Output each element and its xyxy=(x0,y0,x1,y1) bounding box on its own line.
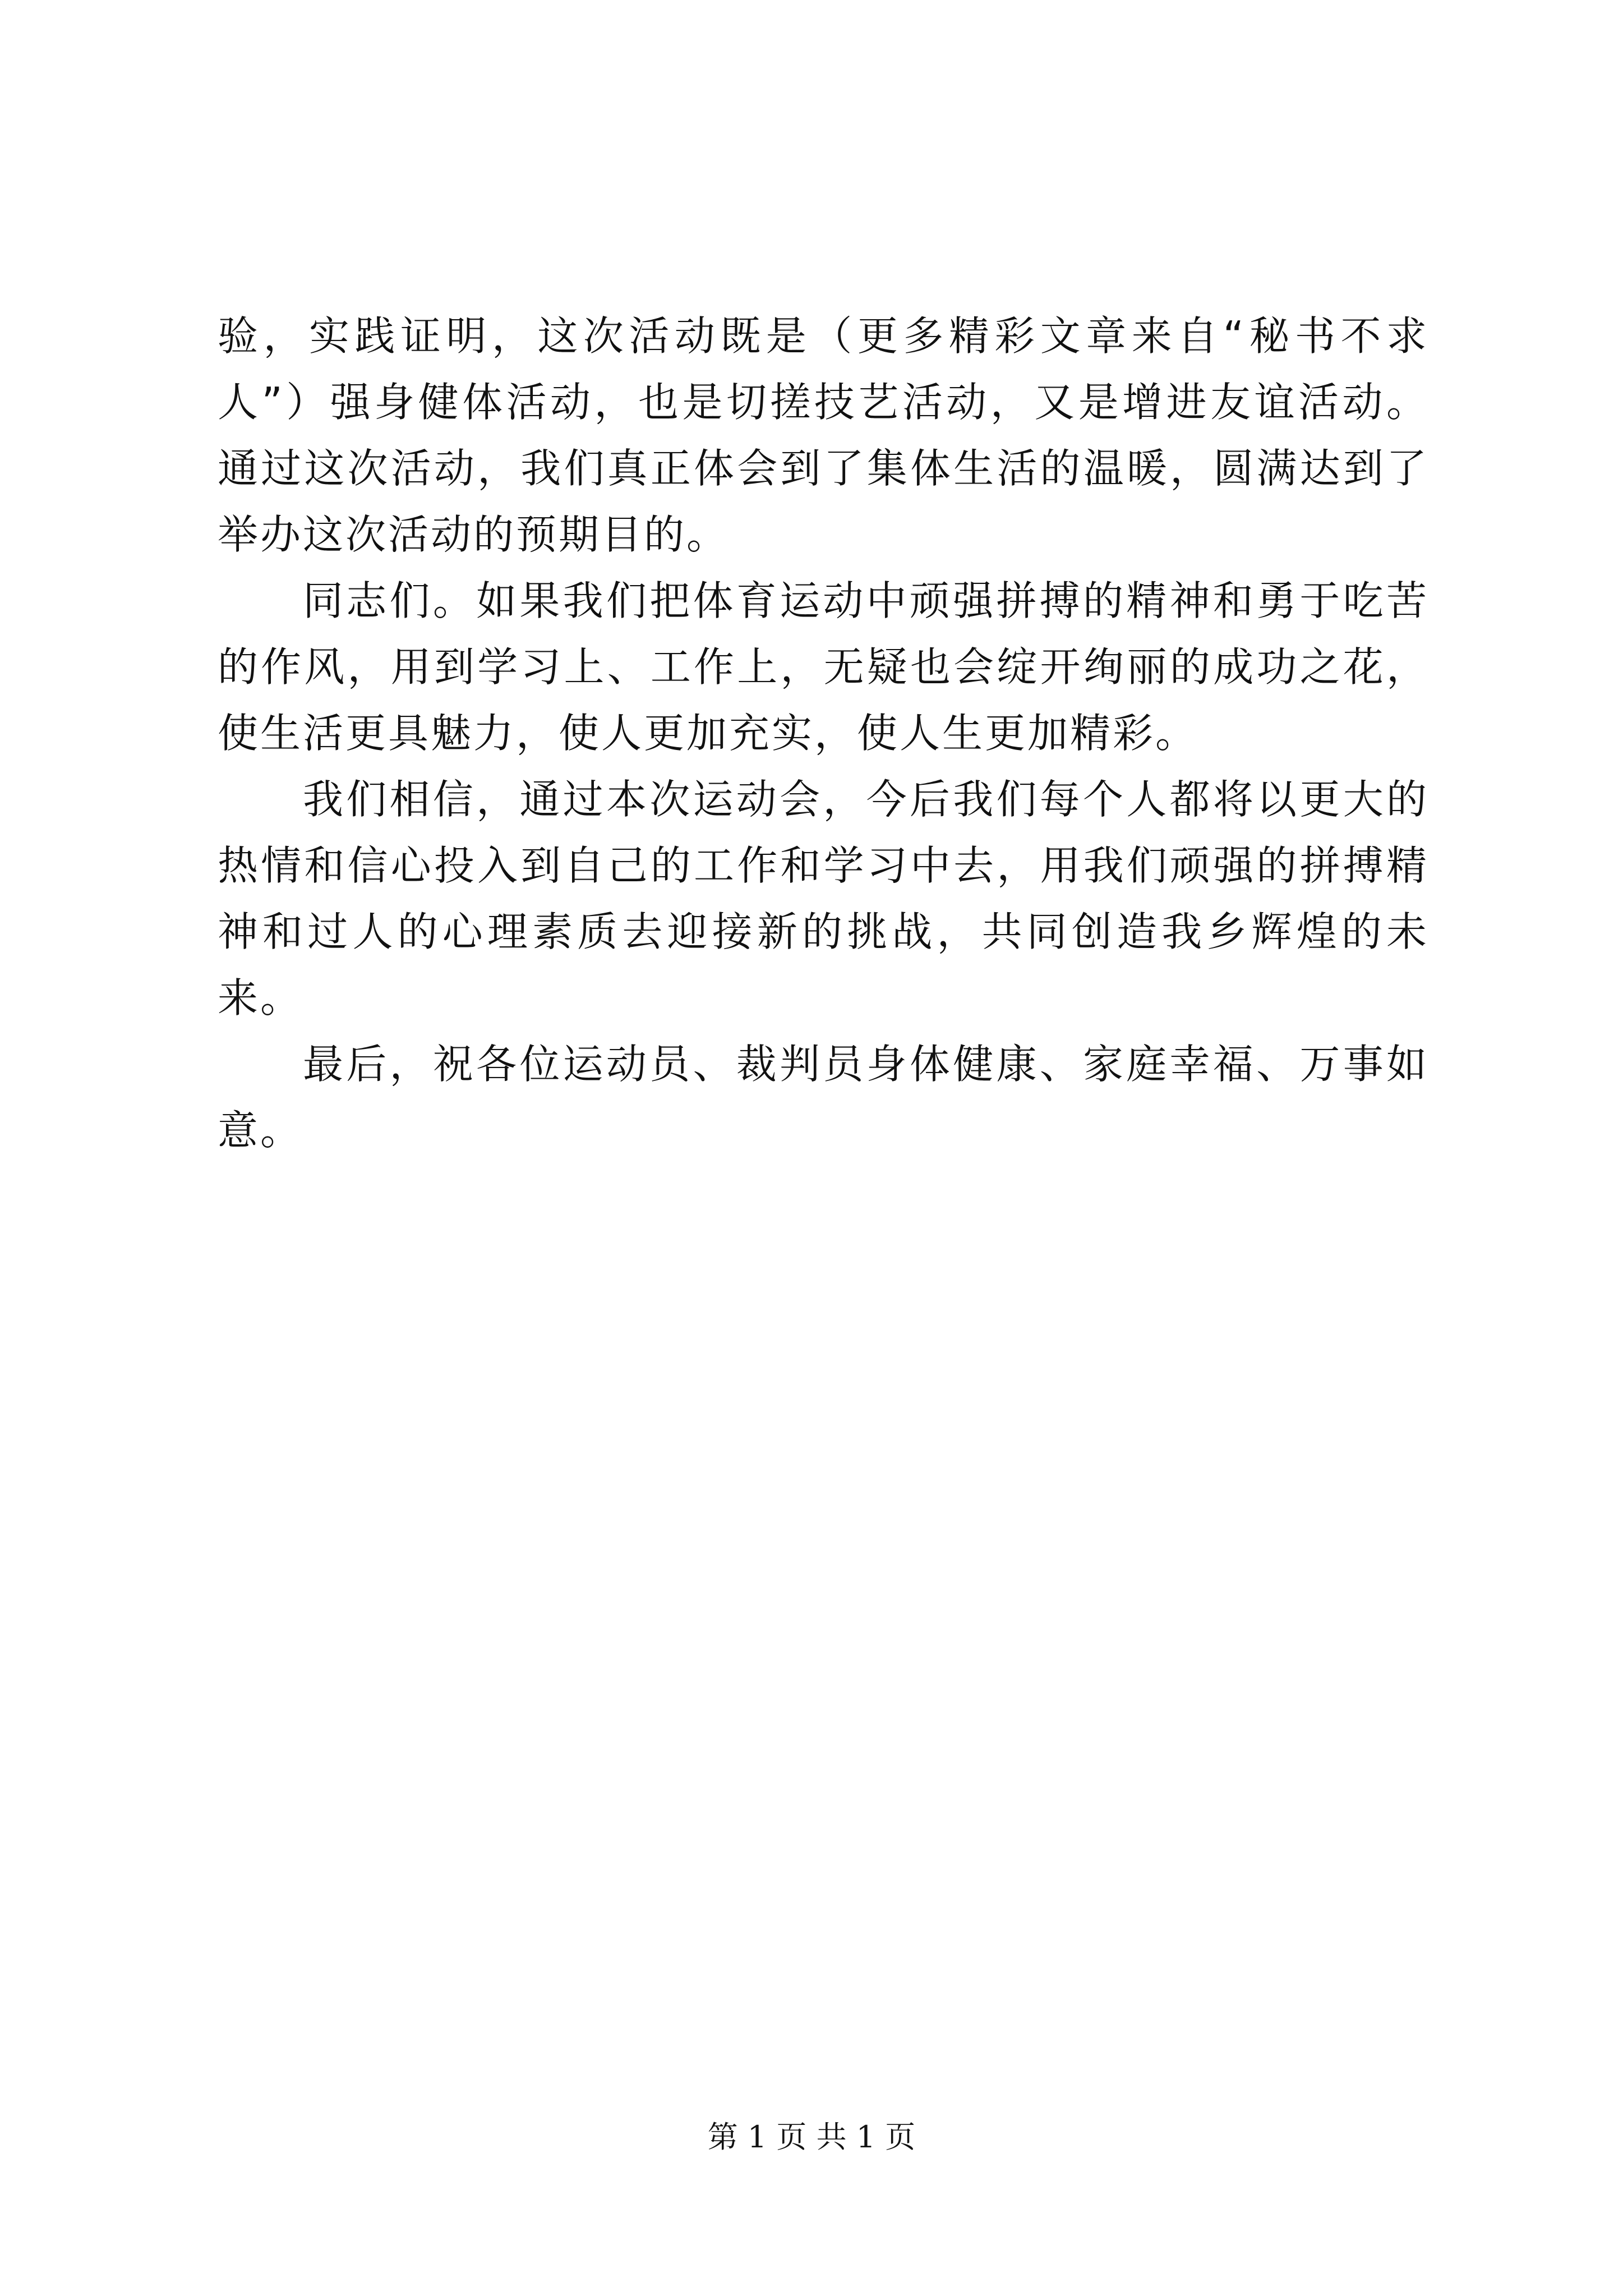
paragraph-3: 我们相信，通过本次运动会，今后我们每个人都将以更大的热情和信心投入到自己的工作和学习中去，用我们顽强的拼搏精神和过人的心理素质去迎接新的挑战，共同创造我乡辉煌的未来。 xyxy=(218,776,1429,1022)
page-number-label: 第 1 页 共 1 页 xyxy=(707,2119,916,2155)
paragraph-4: 最后，祝各位运动员、裁判员身体健康、家庭幸福、万事如意。 xyxy=(218,1041,1429,1154)
document-body xyxy=(218,303,1429,1163)
page-footer xyxy=(0,2118,1623,2157)
paragraph-2: 同志们。如果我们把体育运动中顽强拼搏的精神和勇于吃苦的作风，用到学习上、工作上，无疑也会绽开绚丽的成功之花，使生活更具魅力，使人更加充实，使人生更加精彩。 xyxy=(218,577,1429,757)
paragraph-1: 验，实践证明，这次活动既是（更多精彩文章来自“秘书不求人”）强身健体活动，也是切搓技艺活动，又是增进友谊活动。通过这次活动，我们真正体会到了集体生活的温暖，圆满达到了举办这次活动的预期目的。 xyxy=(218,312,1429,558)
